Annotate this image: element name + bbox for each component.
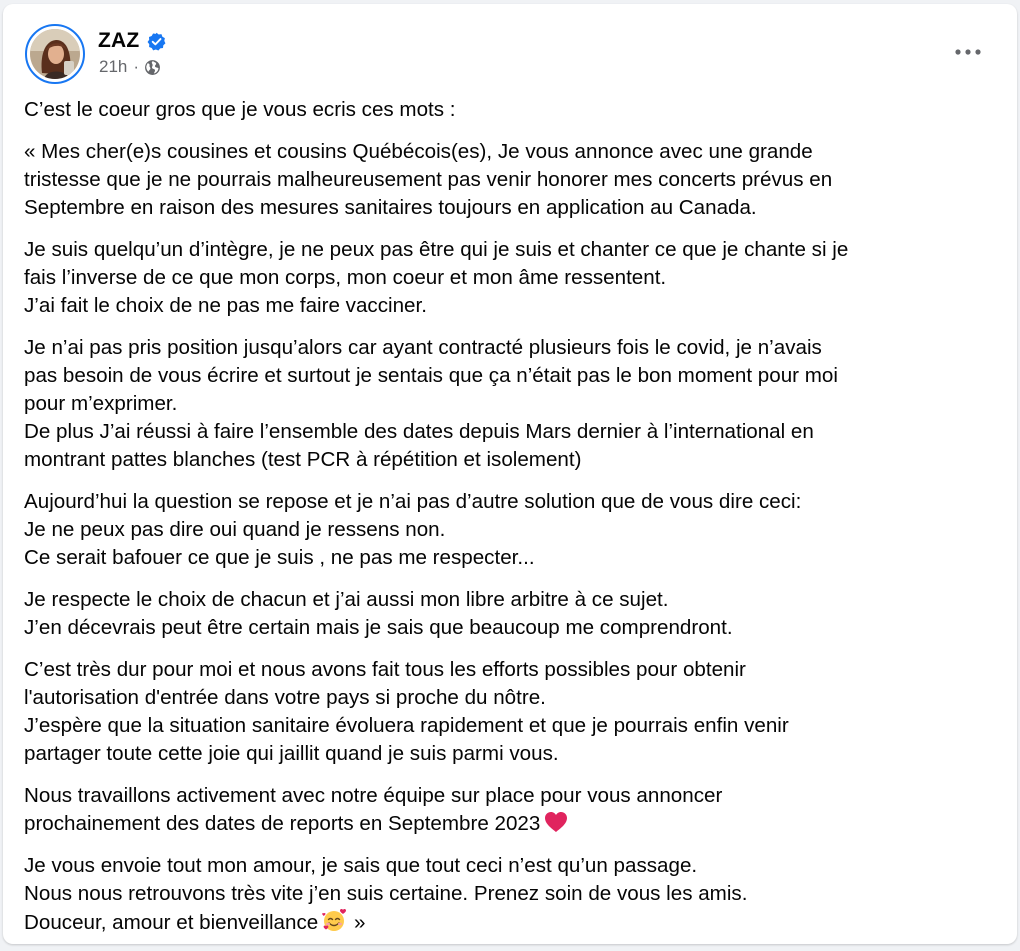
post-paragraph: [24, 138, 999, 222]
post-line: Aujourd’hui la question se repose et je n’ai pas d’autre solution que de vous dire ceci:: [24, 490, 802, 513]
post-line: Nous travaillons activement avec notre équipe sur place pour vous annoncer: [24, 784, 723, 807]
red-heart-icon: [544, 811, 568, 833]
post-line: tristesse que je ne pourrais malheureusement pas venir honorer mes concerts prévus en: [24, 168, 833, 191]
post-paragraph: [24, 586, 999, 642]
post-line: l'autorisation d'entrée dans votre pays si proche du nôtre.: [24, 686, 546, 709]
post-line: « Mes cher(e)s cousines et cousins Québécois(es), Je vous annonce avec une grande: [24, 140, 813, 163]
meta-separator: ·: [133, 57, 140, 76]
post-line: Septembre en raison des mesures sanitaires toujours en application au Canada.: [24, 196, 757, 219]
post-line: Je n’ai pas pris position jusqu’alors car ayant contracté plusieurs fois le covid, je n’avais: [24, 336, 822, 359]
post-line: Nous nous retrouvons très vite j’en suis certaine. Prenez soin de vous les amis.: [24, 882, 748, 905]
post-line: prochainement des dates de reports en Septembre 2023: [24, 810, 999, 838]
post-paragraph: [24, 656, 999, 768]
closing-quote: »: [348, 911, 366, 934]
post-line: De plus J’ai réussi à faire l’ensemble des dates depuis Mars dernier à l’international en: [24, 420, 814, 443]
post-line: Je ne peux pas dire oui quand je ressens non.: [24, 518, 446, 541]
post-line: pas besoin de vous écrire et surtout je sentais que ça n’était pas le bon moment pour moi: [24, 364, 838, 387]
avatar-portrait-icon: [30, 29, 80, 79]
post-line: montrant pattes blanches (test PCR à répétition et isolement): [24, 448, 582, 471]
author-row: [98, 28, 166, 54]
post-paragraph: [24, 236, 999, 320]
post-line: Douceur, amour et bienveillance »: [24, 908, 999, 937]
post-line: fais l’inverse de ce que mon corps, mon coeur et mon âme ressentent.: [24, 266, 667, 289]
more-options-button[interactable]: [948, 32, 988, 72]
post-line: J’espère que la situation sanitaire évoluera rapidement et que je pourrais enfin venir: [24, 714, 789, 737]
verified-badge-icon: [147, 32, 166, 51]
post-line: C’est le coeur gros que je vous ecris ces mots :: [24, 98, 456, 121]
post-line: C’est très dur pour moi et nous avons fait tous les efforts possibles pour obtenir: [24, 658, 746, 681]
post-text: [24, 96, 999, 951]
post-line: Je respecte le choix de chacun et j’ai aussi mon libre arbitre à ce sujet.: [24, 588, 669, 611]
post-line: pour m’exprimer.: [24, 392, 178, 415]
author-name[interactable]: ZAZ: [98, 29, 140, 52]
facebook-post: [3, 4, 1017, 944]
post-line: J’ai fait le choix de ne pas me faire vacciner.: [24, 294, 427, 317]
post-line: partager toute cette joie qui jaillit quand je suis parmi vous.: [24, 742, 559, 765]
post-paragraph: [24, 334, 999, 474]
post-paragraph: [24, 488, 999, 572]
globe-icon[interactable]: [144, 59, 161, 76]
post-header: [3, 4, 1017, 94]
avatar-photo: [30, 29, 80, 79]
post-line: Ce serait bafouer ce que je suis , ne pas me respecter...: [24, 546, 535, 569]
post-line: J’en décevrais peut être certain mais je sais que beaucoup me comprendront.: [24, 616, 733, 639]
smiling-face-with-hearts-icon: [322, 908, 348, 932]
post-line: Je vous envoie tout mon amour, je sais que tout ceci n’est qu’un passage.: [24, 854, 698, 877]
post-line: Je suis quelqu’un d’intègre, je ne peux pas être qui je suis et chanter ce que je chante si je: [24, 238, 849, 261]
post-timestamp[interactable]: 21h: [99, 57, 128, 76]
author-avatar[interactable]: [25, 24, 85, 84]
more-horizontal-icon: [955, 49, 981, 55]
post-meta: [99, 56, 161, 78]
post-paragraph: [24, 782, 999, 838]
post-paragraph: [24, 96, 999, 124]
post-paragraph: [24, 852, 999, 937]
